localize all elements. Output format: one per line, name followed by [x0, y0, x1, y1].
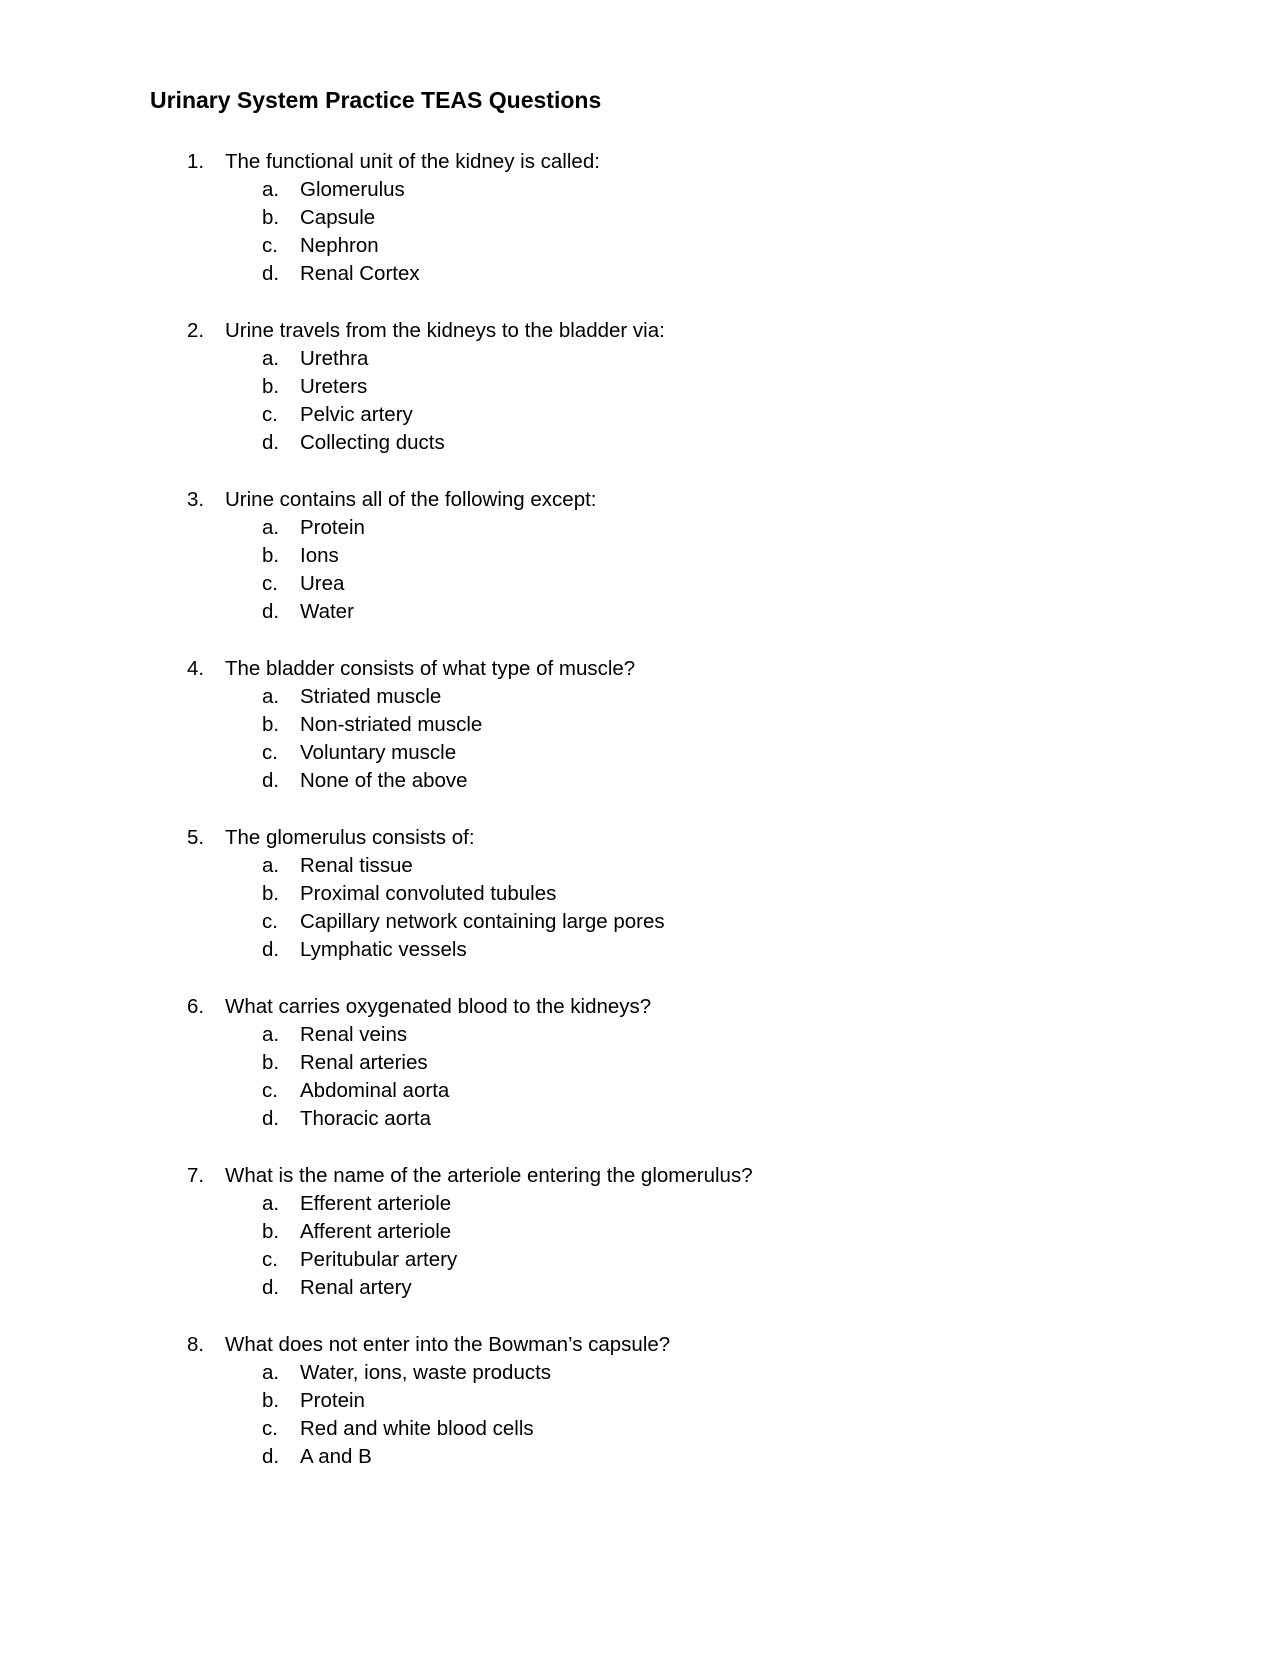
answer-option	[0, 542, 1200, 570]
answer-option	[0, 1021, 1200, 1049]
option-text: Renal arteries	[300, 1051, 428, 1074]
answer-option	[0, 936, 1200, 964]
answer-option	[0, 1274, 1200, 1302]
option-text: Non-striated muscle	[300, 713, 483, 736]
answer-option	[0, 1105, 1200, 1133]
question-1	[0, 148, 1280, 317]
option-letter: d.	[262, 600, 280, 623]
option-letter: b.	[262, 1220, 280, 1243]
option-text: Renal veins	[300, 1023, 408, 1046]
question-4	[0, 655, 1280, 824]
option-text: Urethra	[300, 347, 369, 370]
answer-option	[0, 260, 1200, 288]
answer-option	[0, 204, 1200, 232]
answer-option	[0, 373, 1200, 401]
answer-option	[0, 401, 1200, 429]
option-text: A and B	[300, 1445, 372, 1468]
option-text: Renal artery	[300, 1276, 412, 1299]
option-text: Protein	[300, 1389, 365, 1412]
question-text: What is the name of the arteriole entering the glomerulus?	[225, 1164, 753, 1187]
question-number: 1.	[187, 150, 205, 173]
option-text: Lymphatic vessels	[300, 938, 467, 961]
option-text: Peritubular artery	[300, 1248, 458, 1271]
answer-option	[0, 1387, 1200, 1415]
option-letter: d.	[262, 431, 280, 454]
question-5	[0, 824, 1280, 993]
answer-option	[0, 570, 1200, 598]
question-stem	[0, 1331, 1200, 1359]
option-text: Voluntary muscle	[300, 741, 457, 764]
question-text: Urine contains all of the following except:	[225, 488, 597, 511]
answer-option	[0, 908, 1200, 936]
option-text: Protein	[300, 516, 365, 539]
option-letter: b.	[262, 882, 280, 905]
answer-option	[0, 711, 1200, 739]
answer-option	[0, 598, 1200, 626]
option-letter: a.	[262, 1361, 280, 1384]
option-letter: b.	[262, 206, 280, 229]
option-letter: c.	[262, 234, 278, 257]
option-text: Capillary network containing large pores	[300, 910, 665, 933]
option-letter: d.	[262, 769, 280, 792]
option-letter: a.	[262, 178, 280, 201]
option-letter: a.	[262, 1023, 280, 1046]
option-text: Renal tissue	[300, 854, 413, 877]
option-letter: a.	[262, 854, 280, 877]
question-number: 2.	[187, 319, 205, 342]
option-letter: a.	[262, 1192, 280, 1215]
answer-option	[0, 429, 1200, 457]
question-number: 7.	[187, 1164, 205, 1187]
option-text: Urea	[300, 572, 345, 595]
question-number: 5.	[187, 826, 205, 849]
answer-option	[0, 1049, 1200, 1077]
option-letter: d.	[262, 1107, 280, 1130]
question-list	[0, 148, 1280, 1500]
option-text: Water, ions, waste products	[300, 1361, 552, 1384]
question-stem	[0, 655, 1200, 683]
question-stem	[0, 317, 1200, 345]
option-text: Water	[300, 600, 354, 623]
answer-option	[0, 683, 1200, 711]
option-letter: d.	[262, 1276, 280, 1299]
question-6	[0, 993, 1280, 1162]
question-text: The functional unit of the kidney is called:	[225, 150, 600, 173]
question-stem	[0, 148, 1200, 176]
question-text: The glomerulus consists of:	[225, 826, 475, 849]
option-text: Abdominal aorta	[300, 1079, 450, 1102]
option-letter: b.	[262, 1051, 280, 1074]
option-text: Glomerulus	[300, 178, 405, 201]
option-letter: d.	[262, 1445, 280, 1468]
answer-option	[0, 880, 1200, 908]
option-letter: a.	[262, 516, 280, 539]
option-letter: a.	[262, 685, 280, 708]
option-letter: c.	[262, 572, 278, 595]
question-stem	[0, 993, 1200, 1021]
question-stem	[0, 824, 1200, 852]
answer-option	[0, 232, 1200, 260]
option-text: None of the above	[300, 769, 468, 792]
question-number: 8.	[187, 1333, 205, 1356]
answer-option	[0, 1415, 1200, 1443]
option-text: Capsule	[300, 206, 376, 229]
answer-option	[0, 176, 1200, 204]
option-letter: a.	[262, 347, 280, 370]
option-text: Red and white blood cells	[300, 1417, 534, 1440]
option-text: Thoracic aorta	[300, 1107, 432, 1130]
answer-option	[0, 345, 1200, 373]
option-letter: c.	[262, 403, 278, 426]
answer-option	[0, 1443, 1200, 1471]
option-letter: c.	[262, 1079, 278, 1102]
option-letter: b.	[262, 375, 280, 398]
question-3	[0, 486, 1280, 655]
option-text: Pelvic artery	[300, 403, 413, 426]
question-8	[0, 1331, 1280, 1500]
question-text: The bladder consists of what type of muscle?	[225, 657, 636, 680]
answer-option	[0, 739, 1200, 767]
option-letter: b.	[262, 713, 280, 736]
option-letter: c.	[262, 1417, 278, 1440]
page-title: Urinary System Practice TEAS Questions	[150, 87, 602, 113]
answer-option	[0, 767, 1200, 795]
option-text: Collecting ducts	[300, 431, 445, 454]
option-letter: d.	[262, 938, 280, 961]
option-text: Afferent arteriole	[300, 1220, 452, 1243]
question-stem	[0, 1162, 1200, 1190]
question-number: 3.	[187, 488, 205, 511]
option-text: Efferent arteriole	[300, 1192, 452, 1215]
answer-option	[0, 1190, 1200, 1218]
option-text: Ions	[300, 544, 339, 567]
question-text: Urine travels from the kidneys to the bladder via:	[225, 319, 665, 342]
answer-option	[0, 1218, 1200, 1246]
question-7	[0, 1162, 1280, 1331]
option-letter: c.	[262, 910, 278, 933]
answer-option	[0, 514, 1200, 542]
answer-option	[0, 852, 1200, 880]
answer-option	[0, 1359, 1200, 1387]
option-text: Renal Cortex	[300, 262, 420, 285]
option-letter: c.	[262, 1248, 278, 1271]
answer-option	[0, 1077, 1200, 1105]
option-text: Striated muscle	[300, 685, 442, 708]
question-2	[0, 317, 1280, 486]
question-text: What carries oxygenated blood to the kidneys?	[225, 995, 652, 1018]
option-letter: d.	[262, 262, 280, 285]
option-letter: b.	[262, 1389, 280, 1412]
option-text: Ureters	[300, 375, 368, 398]
option-text: Proximal convoluted tubules	[300, 882, 557, 905]
option-text: Nephron	[300, 234, 379, 257]
option-letter: b.	[262, 544, 280, 567]
question-number: 4.	[187, 657, 205, 680]
question-number: 6.	[187, 995, 205, 1018]
option-letter: c.	[262, 741, 278, 764]
question-text: What does not enter into the Bowman’s capsule?	[225, 1333, 671, 1356]
question-stem	[0, 486, 1200, 514]
answer-option	[0, 1246, 1200, 1274]
